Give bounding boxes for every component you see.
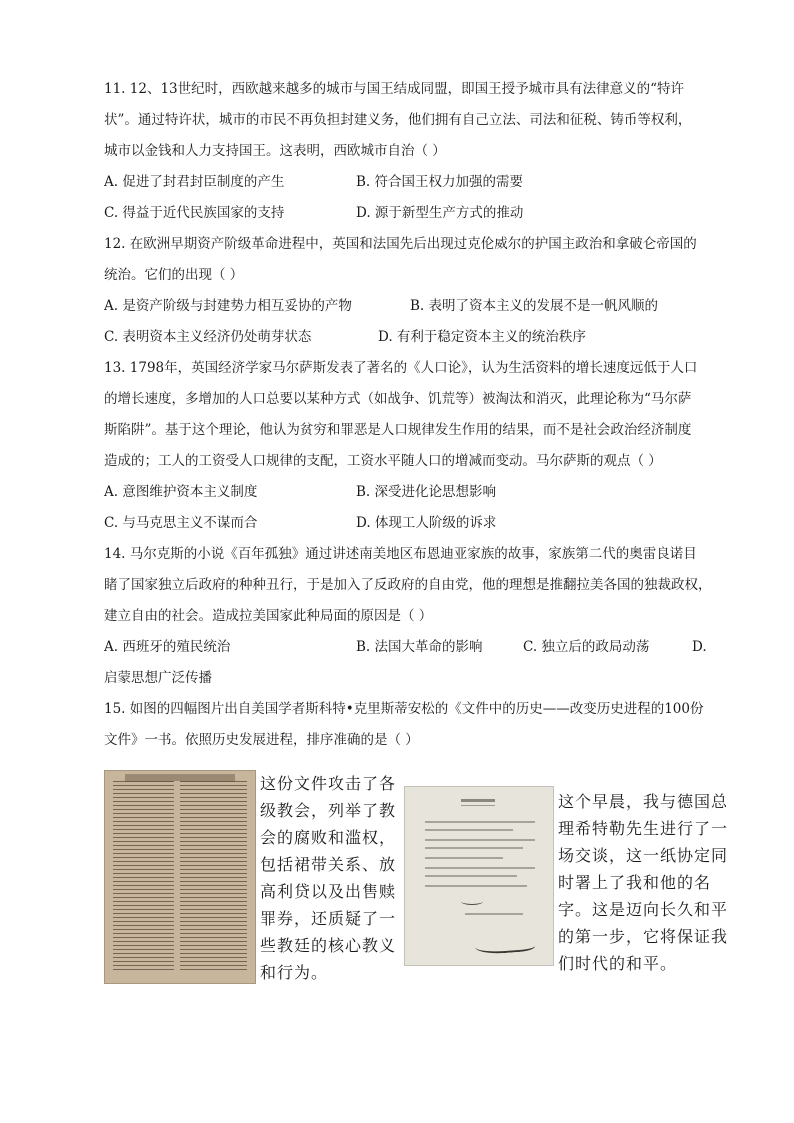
theses-document-image (104, 770, 256, 984)
q13-text-line: 造成的；工人的工资受人口规律的支配，工资水平随人口的增减而变动。马尔萨斯的观点（ ） (104, 453, 662, 469)
document-text-texture (113, 781, 247, 973)
q13-option-b[interactable]: B. 深受进化论思想影响 (356, 484, 497, 500)
q12-text-line: 统治。它们的出现（ ） (104, 267, 244, 283)
q11-text-line: 状”。通过特许状，城市的市民不再负担封建义务，他们拥有自己立法、司法和征税、铸币等权利， (104, 112, 692, 128)
q12-option-a[interactable]: A. 是资产阶级与封建势力相互妥协的产物 (104, 298, 352, 314)
q13-options-row (104, 508, 744, 539)
document-text-line (465, 913, 523, 915)
q13-text-line: 斯陷阱”。基于这个理论，他认为贫穷和罪恶是人口规律发生作用的结果，而不是社会政治经济制度 (104, 422, 692, 438)
q14-text-line: 建立自由的社会。造成拉美国家此种局面的原因是（ ） (104, 608, 433, 624)
q11-option-d[interactable]: D. 源于新型生产方式的推动 (356, 205, 524, 221)
q14-option-d[interactable]: D. (692, 639, 707, 655)
q14-option-c[interactable]: C. 独立后的政局动荡 (523, 639, 650, 655)
document-text-line (425, 821, 535, 823)
q14-option-d-continued[interactable]: 启蒙思想广泛传播 (104, 670, 212, 686)
document-text-line (425, 885, 527, 887)
document-text-line (425, 867, 535, 869)
q11-text-line: 城市以金钱和人力支持国王。这表明，西欧城市自治（ ） (104, 143, 446, 159)
question-page (104, 74, 744, 756)
document-text-line (425, 857, 503, 859)
q11-option-c[interactable]: C. 得益于近代民族国家的支持 (104, 205, 285, 221)
document-title-rule (461, 805, 495, 806)
q14-options-row (104, 632, 744, 663)
figure-caption-1: 这份文件攻击了各级教会，列举了教会的腐败和滥权，包括裙带关系、放高利贷以及出售赎罪券，还质疑了一些教廷的核心教义和行为。 (260, 774, 397, 982)
column-gap (174, 781, 180, 973)
q14-text-line: 睹了国家独立后政府的种种丑行，于是加入了反政府的自由党，他的理想是推翻拉美各国的独裁政权， (104, 577, 712, 593)
q12-options-row (104, 291, 744, 322)
q12-option-b[interactable]: B. 表明了资本主义的发展不是一帆风顺的 (410, 298, 659, 314)
q11-option-b[interactable]: B. 符合国王权力加强的需要 (356, 174, 524, 190)
q11-text-line: 11. 12、13世纪时，西欧越来越多的城市与国王结成同盟，即国王授予城市具有法律意义的“特许 (104, 81, 685, 97)
q15-text-line: 文件》一书。依照历史发展进程，排序准确的是（ ） (104, 732, 419, 748)
agreement-document-image (404, 786, 554, 966)
q13-text-line: 13. 1798年，英国经济学家马尔萨斯发表了著名的《人口论》，认为生活资料的增长速度远低于人口 (104, 360, 698, 376)
signature-mark (475, 935, 536, 955)
q15-text-line: 15. 如图的四幅图片出自美国学者斯科特•克里斯蒂安松的《文件中的历史——改变历史进程的100份 (104, 701, 704, 717)
q12-option-c[interactable]: C. 表明资本主义经济仍处萌芽状态 (104, 329, 312, 345)
document-title-mark (461, 799, 495, 802)
figure-caption-2: 这个早晨，我与德国总理希特勒先生进行了一场交谈，这一纸协定同时署上了我和他的名字。这是迈向长久和平的第一步，它将保证我们时代的和平。 (558, 792, 729, 973)
q13-text-line: 的增长速度，多增加的人口总要以某种方式（如战争、饥荒等）被淘汰和消灭，此理论称为“马尔萨 (104, 391, 692, 407)
q12-options-row (104, 322, 744, 353)
q15-figures (104, 768, 744, 988)
document-text-line (425, 839, 535, 841)
document-text-line (425, 847, 523, 849)
q13-options-row (104, 477, 744, 508)
q11-options-row (104, 198, 744, 229)
q14-option-b[interactable]: B. 法国大革命的影响 (356, 639, 483, 655)
q11-option-a[interactable]: A. 促进了封君封臣制度的产生 (104, 174, 285, 190)
document-text-line (425, 875, 517, 877)
document-text-line (425, 829, 513, 831)
signature-mark (461, 898, 483, 905)
q12-option-d[interactable]: D. 有利于稳定资本主义的统治秩序 (378, 329, 586, 345)
q13-option-d[interactable]: D. 体现工人阶级的诉求 (356, 515, 497, 531)
q13-option-a[interactable]: A. 意图维护资本主义制度 (104, 484, 258, 500)
q13-option-c[interactable]: C. 与马克思主义不谋而合 (104, 515, 258, 531)
q12-text-line: 12. 在欧洲早期资产阶级革命进程中，英国和法国先后出现过克伦威尔的护国主政治和拿破仑帝国的 (104, 236, 697, 252)
q11-options-row (104, 167, 744, 198)
q14-text-line: 14. 马尔克斯的小说《百年孤独》通过讲述南美地区布恩迪亚家族的故事，家族第二代的奥雷良诺目 (104, 546, 697, 562)
q14-option-a[interactable]: A. 西班牙的殖民统治 (104, 639, 231, 655)
